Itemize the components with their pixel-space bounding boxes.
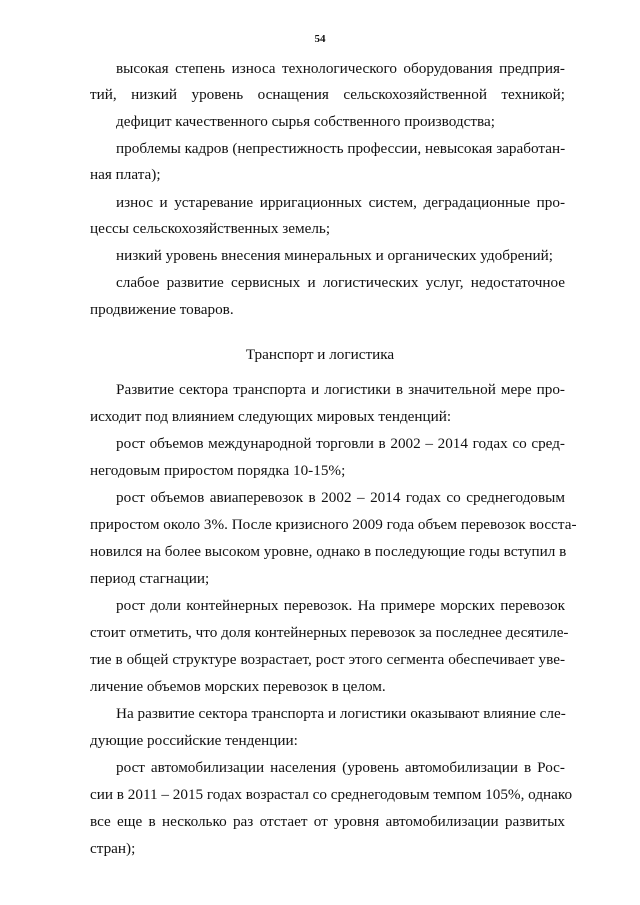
text-line: все еще в несколько раз отстает от уровня автомобилизации развитых <box>90 813 565 830</box>
text-line: период стагнации; <box>90 570 210 587</box>
text-line: приростом около 3%. После кризисного 2009 года объем перевозок восста- <box>90 516 577 533</box>
text-line: новился на более высоком уровне, однако в последующие годы вступил в <box>90 543 567 560</box>
text-line: стоит отметить, что доля контейнерных перевозок за последнее десятиле- <box>90 624 569 641</box>
text-line: низкий уровень внесения минеральных и органических удобрений; <box>116 247 553 264</box>
text-line: Развитие сектора транспорта и логистики в значительной мере про- <box>116 381 565 398</box>
text-line: дефицит качественного сырья собственного производства; <box>116 113 495 130</box>
text-line: рост автомобилизации населения (уровень автомобилизации в Рос- <box>116 759 565 776</box>
text-line: рост объемов международной торговли в 2002 – 2014 годах со сред- <box>116 435 565 452</box>
text-line: На развитие сектора транспорта и логистики оказывают влияние сле- <box>116 705 566 722</box>
text-line: продвижение товаров. <box>90 301 234 318</box>
text-line: слабое развитие сервисных и логистических услуг, недостаточное <box>116 274 565 291</box>
text-line: высокая степень износа технологического оборудования предприя- <box>116 60 565 77</box>
page-number: 54 <box>314 33 326 45</box>
text-line: рост доли контейнерных перевозок. На примере морских перевозок <box>116 597 565 614</box>
text-line: рост объемов авиаперевозок в 2002 – 2014 годах со среднегодовым <box>116 489 565 506</box>
text-line: дующие российские тенденции: <box>90 732 298 749</box>
text-line: личение объемов морских перевозок в целом. <box>90 678 386 695</box>
text-line: цессы сельскохозяйственных земель; <box>90 220 331 237</box>
text-line: тий, низкий уровень оснащения сельскохозяйственной техникой; <box>90 86 565 103</box>
text-line: стран); <box>90 840 136 857</box>
text-line: сии в 2011 – 2015 годах возрастал со среднегодовым темпом 105%, однако <box>90 786 573 803</box>
text-line: ная плата); <box>90 166 161 183</box>
text-line: исходит под влиянием следующих мировых тенденций: <box>90 408 452 425</box>
text-line: износ и устаревание ирригационных систем, деградационные про- <box>116 194 565 211</box>
section-heading: Транспорт и логистика <box>245 346 395 363</box>
text-line: проблемы кадров (непрестижность профессии, невысокая заработан- <box>116 140 566 157</box>
text-line: негодовым приростом порядка 10-15%; <box>90 462 346 479</box>
text-line: тие в общей структуре возрастает, рост этого сегмента обеспечивает уве- <box>90 651 565 668</box>
